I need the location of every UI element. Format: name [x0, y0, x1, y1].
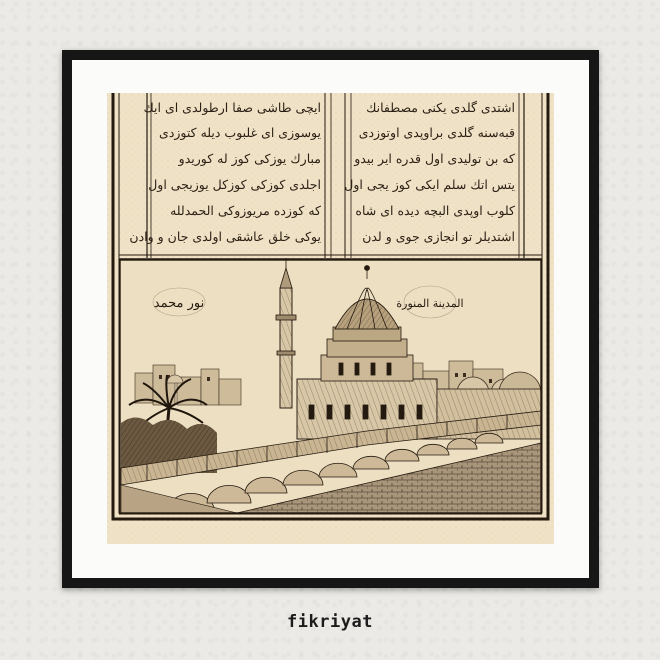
frame-mat	[72, 60, 589, 578]
picture-frame	[62, 50, 599, 588]
medallion-right-text: المدینة المنورة	[396, 297, 464, 310]
verse-right-1: اشتدی گلدی یکنی مصطفانك	[366, 100, 515, 115]
verse-left-2: یوسوزی ای غلبوب دیله کتوزدی	[159, 125, 321, 140]
verse-right-3: كه بن تولیدی اول قدره ایر بیدو	[354, 151, 515, 166]
verse-left-6: یوکی خلق عاشقی اولدی جان و وادن	[129, 229, 321, 244]
mosque-illustration	[120, 258, 541, 513]
verse-right-2: قبه‌سنه گلدی براوپدی اوتوزدی	[358, 125, 515, 140]
medallion-left-text: نور محمد	[153, 296, 205, 311]
engraving-artwork	[107, 93, 554, 544]
verse-right-6: اشتدیلر تو انجازی جوی و لدن	[362, 229, 515, 244]
verse-left-3: مبارك یوزکی کوز له کوریدو	[178, 151, 321, 166]
verse-left-4: اجلدی کوزکی کوزکل یوزیجی اول	[148, 177, 321, 192]
verse-right-4: یتس اتك سلم ایکی كوز یجی اول	[344, 177, 515, 192]
brand-logo-text: fikriyat	[287, 612, 373, 632]
verse-right-5: کلوب اوپدی البچه دیده ای شاه	[355, 203, 515, 218]
verse-left-1: ایچی طاشی صفا ارطولدی ای ایك	[143, 100, 321, 115]
verse-left-5: که کوزده مریوزوکی الحمدلله	[170, 203, 321, 218]
